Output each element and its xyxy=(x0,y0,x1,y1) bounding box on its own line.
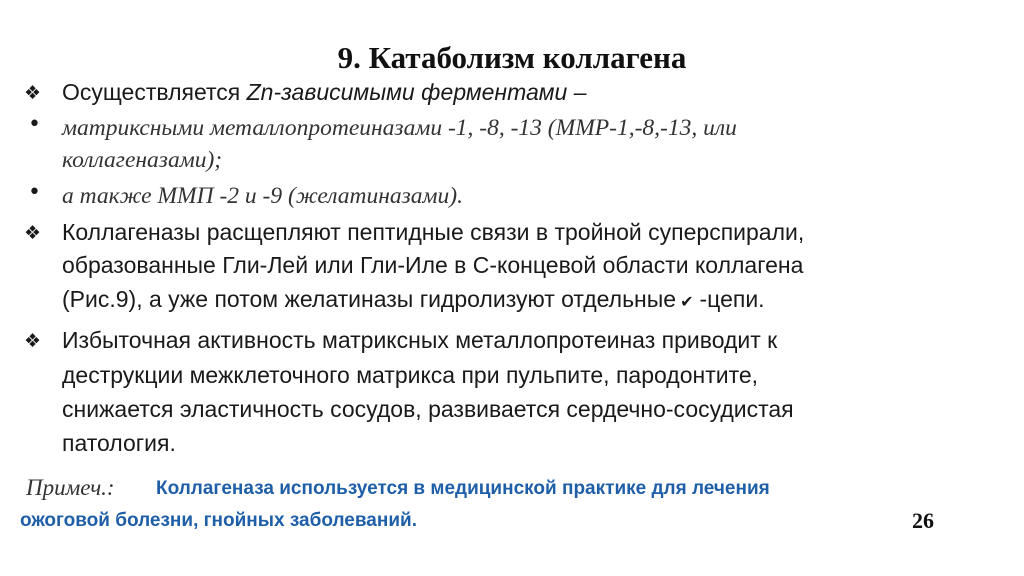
note-line-2: ожоговой болезни, гнойных заболеваний. xyxy=(20,510,417,531)
diamond-bullet-icon: ❖ xyxy=(24,222,42,244)
paragraph-2-line-1: Коллагеназы расщепляют пептидные связи в тройной суперспирали, xyxy=(62,219,805,245)
note-label: Примеч.: xyxy=(26,475,115,500)
paragraph-1-text: Осуществляется xyxy=(62,79,247,105)
paragraph-3-line-4: патология. xyxy=(62,430,176,456)
round-bullet-icon: • xyxy=(28,180,41,205)
diamond-bullet-icon: ❖ xyxy=(24,82,42,104)
checkmark-icon: ✔ xyxy=(680,292,694,311)
paragraph-2-line-3-end: -цепи. xyxy=(699,286,765,312)
bullet-2: а также ММП -2 и -9 (желатиназами). xyxy=(62,183,464,209)
paragraph-3-line-2: деструкции межклеточного матрикса при пульпите, пародонтите, xyxy=(62,362,759,388)
diamond-bullet-icon: ❖ xyxy=(24,330,42,352)
paragraph-2-line-2: образованные Гли-Лей или Гли-Иле в С-концевой области коллагена xyxy=(62,252,804,278)
round-bullet-icon: • xyxy=(28,112,41,137)
paragraph-2-line-3-text: (Рис.9), а уже потом желатиназы гидролизуют отдельные xyxy=(62,286,677,312)
paragraph-3-line-1: Избыточная активность матриксных металлопротеиназ приводит к xyxy=(62,327,778,353)
paragraph-1 xyxy=(62,77,587,107)
page-number: 26 xyxy=(912,508,934,533)
paragraph-2-line-3 xyxy=(62,284,765,317)
bullet-1-line-1: матриксными металлопротеиназами -1, -8, -13 (ММР-1,-8,-13, или xyxy=(62,115,737,141)
note-line-1: Коллагеназа используется в медицинской практике для лечения xyxy=(156,478,770,499)
bullet-1-line-2: коллагеназами); xyxy=(62,147,223,173)
paragraph-1-italic: Zn-зависимыми ферментами – xyxy=(246,79,587,105)
paragraph-3-line-3: снижается эластичность сосудов, развивается сердечно-сосудистая xyxy=(62,396,794,422)
page-title: 9. Катаболизм коллагена xyxy=(337,40,687,75)
